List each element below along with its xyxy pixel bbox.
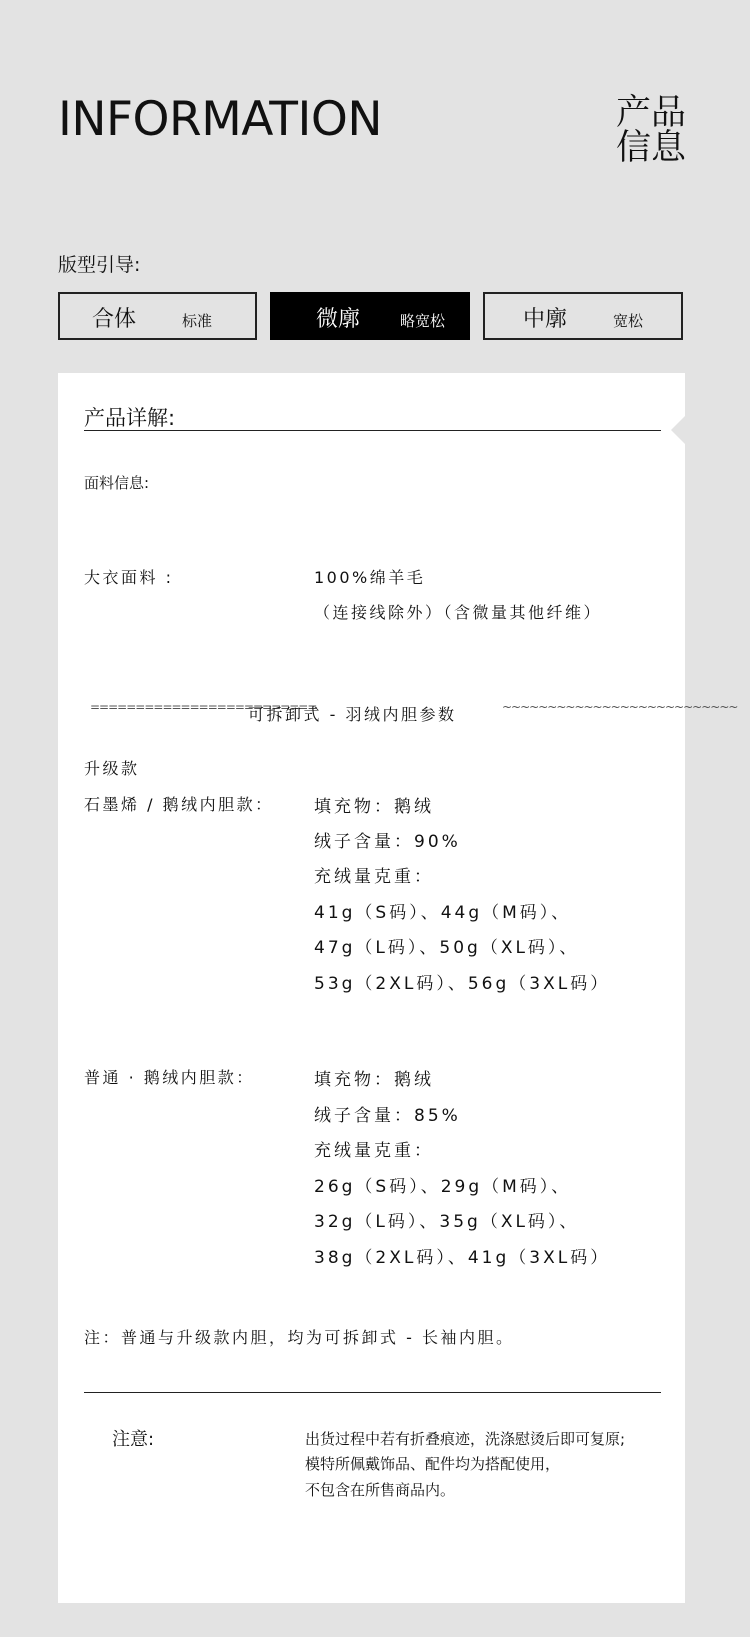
upgrade-label: 升级款 — [84, 759, 140, 778]
upgrade-line: 充绒量克重： — [314, 867, 434, 887]
normal-line: 绒子含量：85% — [314, 1106, 461, 1126]
normal-line: 充绒量克重： — [314, 1141, 434, 1161]
coat-fabric-label: 大衣面料 : — [84, 568, 174, 587]
fit-option-main: 合体 — [92, 307, 137, 332]
panel-notch — [671, 416, 685, 444]
fit-option-loose — [483, 292, 683, 340]
coat-fabric-note: （连接线除外）（含微量其他纤维） — [314, 603, 603, 622]
divider-right-deco: ~~~~~~~~~~~~~~~~~~~~~~~~~~ — [502, 700, 738, 714]
upgrade-line: 53g（2XL码）、56g（3XL码） — [314, 974, 611, 994]
fit-option-sub: 略宽松 — [400, 312, 446, 330]
normal-line: 填充物：鹅绒 — [314, 1070, 434, 1090]
upgrade-line: 41g（S码）、44g（M码）、 — [314, 903, 572, 923]
upgrade-line: 填充物：鹅绒 — [314, 797, 434, 817]
liner-footnote: 注：普通与升级款内胆，均为可拆卸式 - 长袖内胆。 — [84, 1328, 515, 1347]
details-title: 产品详解: — [84, 406, 176, 430]
upgrade-liner-label: 石墨烯 / 鹅绒内胆款： — [84, 795, 274, 814]
fit-option-fitted — [58, 292, 257, 340]
notice-divider — [84, 1392, 661, 1393]
fabric-label: 面料信息: — [84, 474, 150, 492]
normal-liner-label: 普通 · 鹅绒内胆款： — [84, 1068, 255, 1087]
details-title-underline — [84, 430, 661, 431]
page-title-en: INFORMATION — [58, 92, 382, 147]
divider-left-deco: ========================= — [90, 700, 317, 714]
normal-line: 32g（L码）、35g（XL码）、 — [314, 1212, 580, 1232]
notice-line: 模特所佩戴饰品、配件均为搭配使用， — [305, 1455, 561, 1473]
divider-text: 可拆卸式 - 羽绒内胆参数 — [248, 705, 457, 724]
fit-guide-label: 版型引导: — [58, 254, 141, 276]
upgrade-line: 47g（L码）、50g（XL码）、 — [314, 938, 580, 958]
fit-option-slightly-loose — [270, 292, 470, 340]
fit-option-sub: 标准 — [182, 312, 213, 330]
normal-line: 38g（2XL码）、41g（3XL码） — [314, 1248, 611, 1268]
page-title-cn: 产品信息 — [616, 93, 687, 168]
notice-line: 出货过程中若有折叠痕迹，洗涤慰烫后即可复原; — [305, 1430, 626, 1448]
normal-line: 26g（S码）、29g（M码）、 — [314, 1177, 572, 1197]
coat-fabric-value: 100%绵羊毛 — [314, 568, 426, 587]
upgrade-line: 绒子含量：90% — [314, 832, 461, 852]
fit-option-sub: 宽松 — [613, 312, 644, 330]
notice-label: 注意: — [112, 1429, 155, 1450]
notice-line: 不包含在所售商品内。 — [305, 1481, 456, 1499]
fit-option-main: 微廓 — [316, 307, 361, 332]
fit-option-main: 中廓 — [523, 307, 568, 332]
